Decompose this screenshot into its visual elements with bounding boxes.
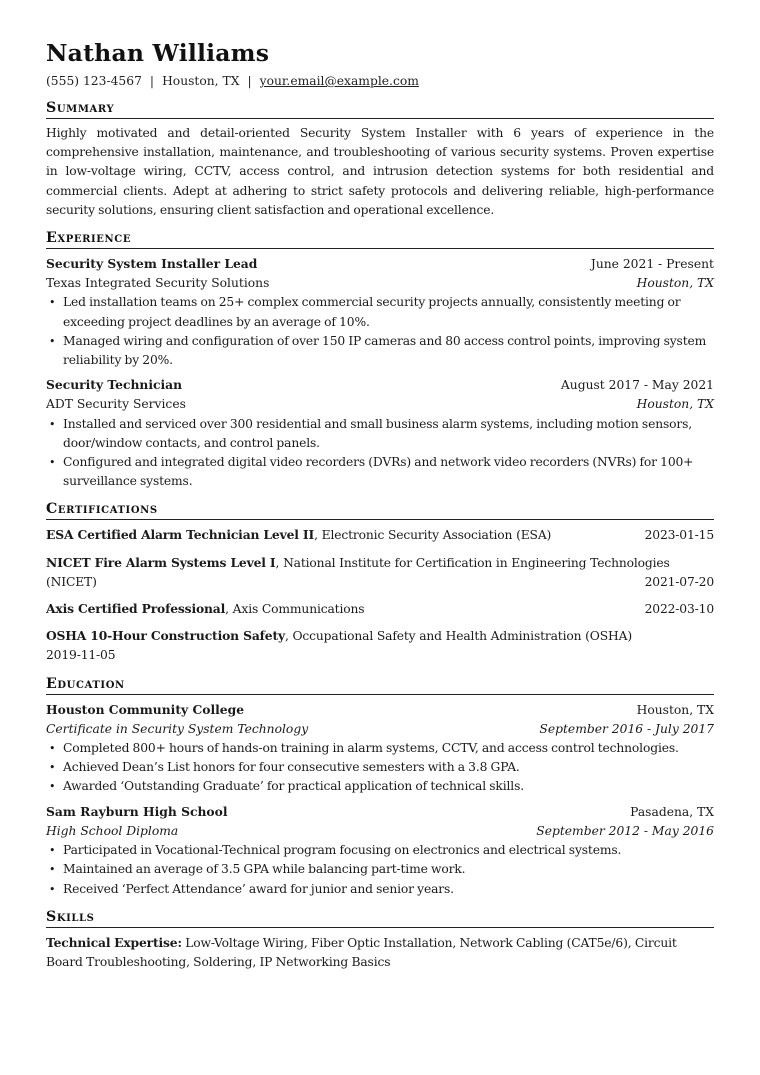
certification-name: Axis Certified Professional: [46, 601, 226, 617]
list-item: [46, 332, 714, 370]
list-item: [46, 453, 714, 491]
education-bullets: [46, 841, 714, 899]
bullet-text: Completed 800+ hours of hands-on training in alarm systems, CCTV, and access control technologies.: [63, 741, 679, 756]
education-entry: [46, 700, 714, 797]
degree-dates: September 2016 - July 2017: [539, 721, 714, 736]
certification-date: 2023-01-15: [644, 528, 714, 543]
certification-item: [46, 553, 714, 592]
section-heading-summary: Summary: [46, 99, 714, 119]
job-entry: [46, 254, 714, 370]
certification-issuer: , Axis Communications: [225, 602, 365, 617]
bullet-text: Maintained an average of 3.5 GPA while balancing part-time work.: [63, 862, 466, 877]
email-link[interactable]: your.email@example.com: [259, 74, 419, 88]
certification-item: [46, 599, 714, 619]
bullet-icon: •: [49, 844, 56, 858]
section-heading-certifications: Certifications: [46, 500, 714, 520]
bullet-icon: •: [49, 742, 56, 756]
bullet-text: Received ‘Perfect Attendance’ award for junior and senior years.: [63, 881, 454, 896]
section-heading-skills: Skills: [46, 908, 714, 928]
bullet-icon: •: [49, 780, 56, 794]
education-entry: [46, 802, 714, 899]
bullet-icon: •: [49, 334, 56, 348]
skills-section: [46, 908, 714, 972]
degree-row: [46, 720, 714, 739]
job-company: ADT Security Services: [46, 397, 186, 412]
job-bullets: [46, 415, 714, 492]
skills-text: [46, 933, 714, 972]
certification-name: NICET Fire Alarm Systems Level I: [46, 554, 276, 570]
contact-separator: |: [247, 74, 252, 88]
summary-text: Highly motivated and detail-oriented Security System Installer with 6 years of experience in the comprehensive installation, maintenance, and troubleshooting of various security systems. Proven expertise in low-voltage wiring, CCTV, access control, and intrusion detection systems for both residential and commercial clients. Adept at adhering to strict safety protocols and delivering reliable, high-performance security solutions, ensuring client satisfaction and operational excellence.: [46, 126, 714, 217]
section-heading-experience: Experience: [46, 229, 714, 249]
bullet-text: Led installation teams on 25+ complex commercial security projects annually, consistently meeting or exceeding project deadlines by an average of 10%.: [63, 295, 681, 329]
bullet-text: Managed wiring and configuration of over 150 IP cameras and 80 access control points, improving system reliability by 20%.: [63, 333, 707, 368]
job-role: Security System Installer Lead: [46, 256, 258, 272]
certification-item: [46, 525, 714, 545]
certifications-section: [46, 500, 714, 665]
education-bullets: [46, 739, 714, 797]
candidate-name: Nathan Williams: [46, 39, 270, 67]
school-name: Houston Community College: [46, 701, 245, 717]
job-dates: June 2021 - Present: [590, 257, 714, 272]
bullet-text: Achieved Dean’s List honors for four consecutive semesters with a 3.8 GPA.: [63, 760, 520, 775]
list-item: [46, 758, 714, 777]
school-header: [46, 802, 714, 822]
list-item: [46, 777, 714, 796]
contact-line: [46, 73, 714, 90]
certification-date: 2019-11-05: [46, 648, 116, 663]
list-item: [46, 293, 714, 331]
certification-date: 2021-07-20: [644, 574, 714, 589]
bullet-icon: •: [49, 863, 56, 877]
job-company-row: [46, 395, 714, 414]
job-bullets: [46, 293, 714, 370]
bullet-icon: •: [49, 296, 56, 310]
education-section: [46, 675, 714, 899]
job-header: [46, 254, 714, 274]
job-header: [46, 375, 714, 395]
degree-dates: September 2012 - May 2016: [536, 823, 714, 838]
skills-list: Low-Voltage Wiring, Fiber Optic Installation, Network Cabling (CAT5e/6), Circuit Board Troubleshooting, Soldering, IP Networking Basics: [46, 935, 677, 969]
degree-name: High School Diploma: [46, 823, 179, 838]
certification-date: 2022-03-10: [644, 602, 714, 617]
job-location: Houston, TX: [636, 397, 714, 412]
experience-section: [46, 229, 714, 491]
job-role: Security Technician: [46, 377, 183, 393]
degree-row: [46, 822, 714, 841]
bullet-icon: •: [49, 417, 56, 431]
bullet-text: Participated in Vocational-Technical program focusing on electronics and electrical systems.: [63, 843, 622, 858]
bullet-icon: •: [49, 882, 56, 896]
bullet-text: Installed and serviced over 300 residential and small business alarm systems, including motion sensors, door/window contacts, and control panels.: [63, 416, 693, 450]
certification-issuer: , National Institute for Certification in Engineering Technologies: [275, 555, 670, 570]
location: Houston, TX: [162, 74, 240, 88]
resume-page: [46, 38, 714, 972]
certification-issuer: , Electronic Security Association (ESA): [314, 528, 552, 543]
list-item: [46, 841, 714, 860]
contact-separator: |: [149, 74, 155, 88]
list-item: [46, 415, 714, 453]
school-name: Sam Rayburn High School: [46, 803, 228, 819]
job-dates: August 2017 - May 2021: [560, 378, 714, 393]
bullet-text: Awarded ‘Outstanding Graduate’ for practical application of technical skills.: [63, 779, 524, 794]
skills-label: Technical Expertise:: [46, 934, 182, 950]
list-item: [46, 880, 714, 899]
certification-name: OSHA 10-Hour Construction Safety: [46, 628, 285, 644]
certification-item: [46, 626, 714, 665]
phone-number: (555) 123-4567: [46, 74, 142, 88]
summary-section: [46, 99, 714, 220]
bullet-icon: •: [49, 456, 56, 470]
school-header: [46, 700, 714, 720]
job-company: Texas Integrated Security Solutions: [46, 276, 270, 291]
bullet-text: Configured and integrated digital video recorders (DVRs) and network video recorders (NVRs) for 100+ surveillance systems.: [63, 455, 694, 489]
list-item: [46, 860, 714, 879]
degree-name: Certificate in Security System Technology: [46, 721, 309, 736]
job-company-row: [46, 274, 714, 293]
list-item: [46, 739, 714, 758]
certification-name: ESA Certified Alarm Technician Level II: [46, 527, 315, 543]
bullet-icon: •: [49, 761, 56, 775]
certification-issuer: , Occupational Safety and Health Administration (OSHA): [284, 629, 632, 644]
certification-issuer-cont: (NICET): [46, 574, 97, 589]
job-entry: [46, 375, 714, 491]
job-location: Houston, TX: [636, 276, 714, 291]
section-heading-education: Education: [46, 675, 714, 695]
school-location: Houston, TX: [636, 702, 714, 717]
school-location: Pasadena, TX: [630, 804, 714, 819]
